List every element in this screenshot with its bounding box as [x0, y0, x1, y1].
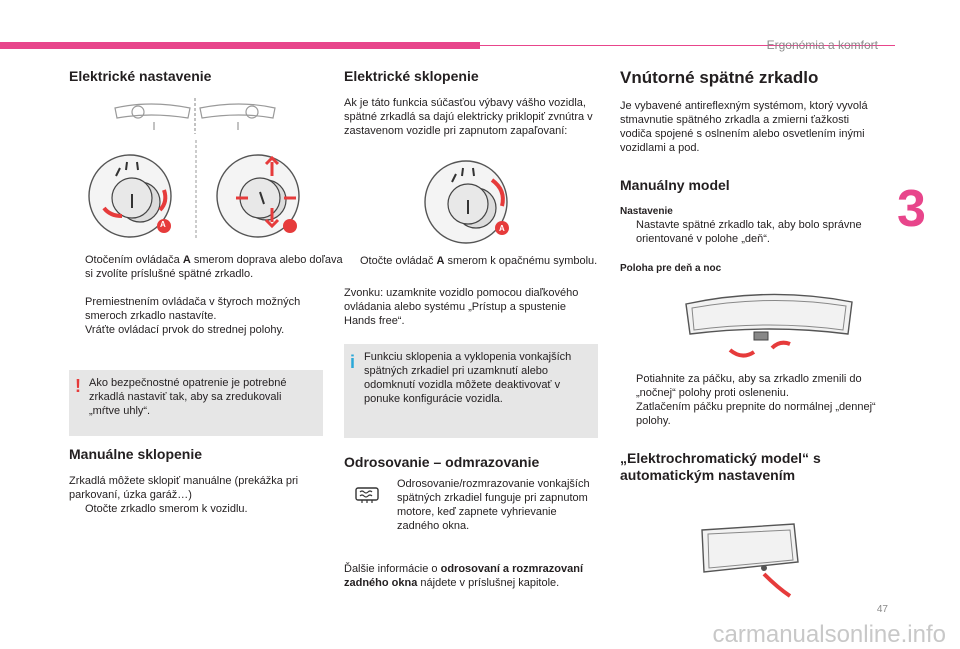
chapter-number: 3 — [897, 180, 926, 238]
heading-electric-adjustment: Elektrické nastavenie — [69, 68, 212, 84]
warning-text: Ako bezpečnostné opatrenie je potrebné zrkadlá nastaviť tak, aby sa zredukovali „mŕtve uhly“. — [89, 377, 287, 417]
knob-label-a: A — [499, 224, 505, 233]
bullet-pull-lever — [620, 372, 886, 400]
bullet-text: Zatlačením páčku prepnite do normálnej „dennej“ polohy. — [636, 401, 876, 427]
bullet-fold-manual — [69, 502, 343, 516]
bullet-text-bold: A — [436, 255, 445, 267]
electrochromatic-mirror-illustration — [694, 522, 804, 602]
heading-manual-model: Manuálny model — [620, 177, 730, 193]
day-night-mirror-illustration — [680, 290, 860, 364]
control-knob-right-illustration — [214, 152, 310, 240]
bullet-push-lever — [620, 400, 886, 428]
info-box — [344, 344, 598, 438]
bullet-text: Otočte zrkadlo smerom k vozidlu. — [85, 503, 248, 515]
mirror-pair-illustration — [110, 96, 280, 136]
manual-folding-text: Zrkadlá môžete sklopiť manuálne (prekážka pri parkovaní, úzka garáž…) — [69, 475, 299, 501]
more-info-text — [344, 562, 598, 590]
section-title: Ergonómia a komfort — [766, 38, 878, 52]
bullet-text: Premiestnením ovládača v štyroch možných smeroch zrkadlo nastavíte. — [85, 296, 301, 322]
bullet-text: Potiahnite za páčku, aby sa zrkadlo zmenili do „nočnej“ polohy proti osleneniu. — [636, 373, 862, 399]
divider-line — [194, 140, 198, 240]
bullet-text-part: smerom doprava alebo doľava si zvolíte príslušné spätné zrkadlo. — [85, 254, 343, 280]
bullet-text-part: smerom k opačnému symbolu. — [444, 255, 598, 267]
header-accent-bar — [0, 42, 480, 49]
label-nastavenie: Nastavenie — [620, 206, 673, 217]
heading-manual-folding: Manuálne sklopenie — [69, 446, 203, 462]
info-text: Funkciu sklopenia a vyklopenia vonkajších spätných zrkadiel pri uzamknutí alebo odomknutí vozidla môžete deaktivovať v ponuke konfigurácie vozidla. — [364, 351, 572, 405]
defrost-text: Odrosovanie/rozmrazovanie vonkajších spätných zrkadiel funguje pri zapnutom motore, keď zapnete vyhrievanie zadného okna. — [397, 478, 590, 532]
electric-folding-intro: Ak je táto funkcia súčasťou výbavy vášho vozidla, spätné zrkadlá sa dajú elektricky priklopiť zvnútra v zastavenom vozidle pri zapnutom zapaľovaní: — [344, 97, 593, 137]
page-number: 47 — [876, 604, 888, 615]
bullet-text: Vráťte ovládací prvok do strednej polohy. — [85, 324, 285, 336]
info-icon: i — [350, 352, 356, 372]
rear-defrost-icon — [354, 486, 380, 504]
bullet-text-part: Otočte ovládač — [360, 255, 437, 267]
label-day-night: Poloha pre deň a noc — [620, 263, 722, 274]
heading-electric-folding: Elektrické sklopenie — [344, 68, 479, 84]
bullet-text-bold: A — [182, 254, 191, 266]
lock-outside-text: Zvonku: uzamknite vozidlo pomocou diaľkového ovládania alebo systému „Prístup a spustenie Hands free“. — [344, 287, 579, 327]
heading-interior-mirror: Vnútorné spätné zrkadlo — [620, 68, 819, 87]
warning-icon: ! — [75, 376, 81, 396]
bullet-adjust-mirror — [620, 218, 886, 246]
interior-mirror-intro: Je vybavené antireflexným systémom, ktorý vyvolá stmavnutie spätného zrkadla a zmierni ťažkosti vodiča spojené s oslnením alebo osvetlením inými vozidlami a pod. — [620, 100, 868, 154]
more-info-part: Ďalšie informácie o — [344, 563, 441, 575]
watermark: carmanualsonline.info — [712, 621, 946, 648]
more-info-part: nájdete v príslušnej kapitole. — [417, 577, 560, 589]
bullet-return-knob — [69, 323, 343, 337]
more-info-bold: odrosovaní a rozmrazovaní zadného okna — [344, 563, 584, 589]
bullet-turn-opposite — [344, 254, 614, 268]
warning-box — [69, 370, 323, 436]
heading-electrochromatic-model: „Elektrochromatický model“ s automatickým nastavením — [620, 450, 821, 483]
bullet-text-part: Otočením ovládača — [85, 254, 183, 266]
control-knob-left-illustration — [86, 152, 182, 240]
knob-label-a: A — [160, 220, 166, 229]
bullet-turn-knob — [69, 253, 343, 281]
bullet-move-knob — [69, 295, 343, 323]
heading-defrost: Odrosovanie – odmrazovanie — [344, 454, 540, 470]
bullet-text: Nastavte spätné zrkadlo tak, aby bolo správne orientované v polohe „deň“. — [636, 219, 862, 245]
